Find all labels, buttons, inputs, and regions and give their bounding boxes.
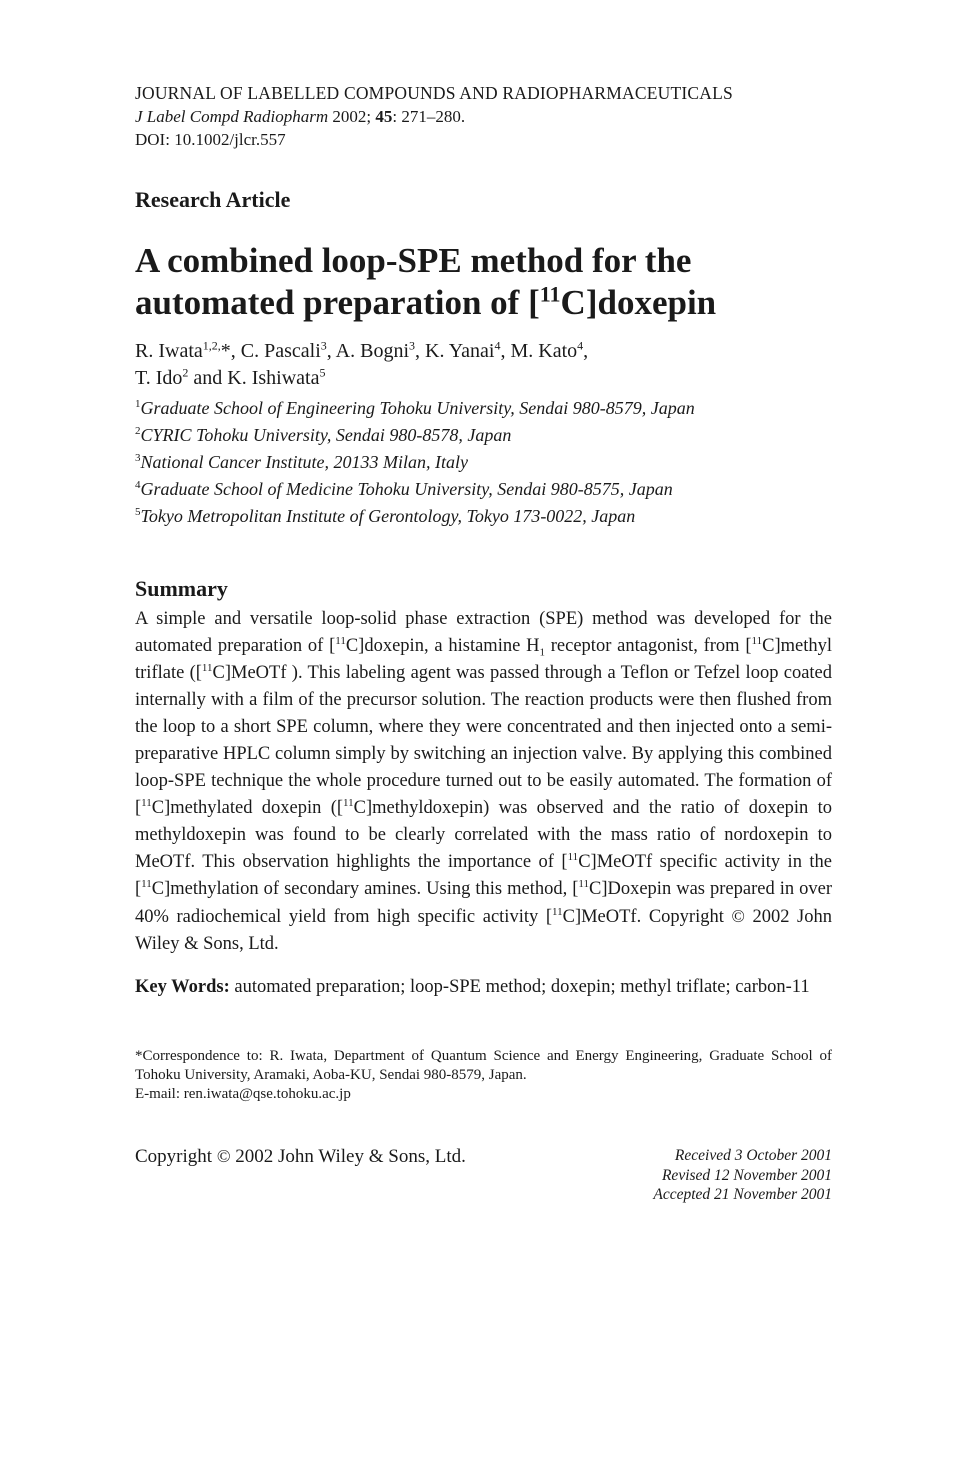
copyright-notice: Copyright © 2002 John Wiley & Sons, Ltd. [135,1146,466,1167]
affiliation-list [135,395,832,530]
correspondence-address: *Correspondence to: R. Iwata, Department of Quantum Science and Energy Engineering, Graduate School of Tohoku University, Aramaki, Aoba-KU, Sendai 980-8579, Japan. [135,1048,832,1083]
journal-name: JOURNAL OF LABELLED COMPOUNDS AND RADIOPHARMACEUTICALS [135,83,733,103]
article-page [135,82,832,1214]
author-line-1: R. Iwata$^{1,2,}$*, C. Pascali$^3$, A. Bogni$^3$, K. Yanai$^4$, M. Kato$^4$, [135,338,589,362]
journal-header [135,82,832,151]
keywords-text: automated preparation; loop-SPE method; doxepin; methyl triflate; carbon-11 [229,977,810,997]
affiliation: $^4$Graduate School of Medicine Tohoku University, Sendai 980-8575, Japan [135,479,673,499]
keywords-label: Key Words: [135,977,230,997]
title-line-1: A combined loop-SPE method for the [135,241,692,280]
citation-pages: : 271–280. [392,107,466,126]
author: K. Yanai [425,340,495,362]
author: C. Pascali [240,340,321,362]
doi: DOI: 10.1002/jlcr.557 [135,130,286,149]
author: M. Kato [510,340,578,362]
summary-body: A simple and versatile loop-solid phase extraction (SPE) method was developed for the automated preparation of [$^{11}$C]doxepin, a histamine $H_1$ receptor antagonist, from [$^{11}$C]methyl triflate ([$^{11}$C]MeOTf ). This labeling agent was passed through a Teflon or Tefzel loop coated internally with a film of the precursor solution. The reaction products were then flushed from the loop to a short SPE column, where they were concentrated and then injected onto a semi-preparative HPLC column simply by switching an injection valve. By applying this combined loop-SPE technique the whole procedure turned out to be easily automated. The formation of [$^{11}$C]methylated doxepin ([$^{11}$C]methyldoxepin) was observed and the ratio of doxepin to methyldoxepin was found to be clearly correlated with the mass ratio of nordoxepin to MeOTf. This observation highlights the importance of [$^{11}$C]MeOTf specific activity in the [$^{11}$C]methylation of secondary amines. Using this method, [$^{11}$C]Doxepin was prepared in over 40% radiochemical yield from high specific activity [$^{11}$C]MeOTf. Copyright © 2002 John Wiley & Sons, Ltd. [135,609,833,954]
author-line-2: T. Ido$^2$ and K. Ishiwata$^5$ [135,365,326,389]
affiliation: $^2$CYRIC Tohoku University, Sendai 980-8578, Japan [135,425,512,445]
article-history [653,1146,832,1205]
affiliation: $^5$Tokyo Metropolitan Institute of Gerontology, Tokyo 173-0022, Japan [135,506,636,526]
author: A. Bogni [335,340,410,362]
article-title [135,240,835,324]
keywords [135,974,832,1001]
author: T. Ido [135,367,183,389]
citation-volume: 45 [375,107,393,126]
article-type: Research Article [135,187,291,212]
author-list [135,338,832,392]
citation-journal: J Label Compd Radiopharm [135,107,329,126]
title-line-2: automated preparation of [$^{11}$C]doxepin [135,281,717,322]
page-footer [135,1144,832,1214]
correspondence-email: E-mail: ren.iwata@qse.tohoku.ac.jp [135,1086,351,1102]
citation [135,105,832,128]
author: K. Ishiwata [227,367,320,389]
affiliation: $^3$National Cancer Institute, 20133 Milan, Italy [135,452,468,472]
accepted-date: Accepted 21 November 2001 [653,1186,832,1203]
copyright-symbol: © [731,906,745,926]
revised-date: Revised 12 November 2001 [661,1166,832,1184]
received-date: Received 3 October 2001 [674,1147,832,1164]
citation-year: 2002; [332,107,372,126]
summary-heading: Summary [135,576,228,601]
correspondence-footnote [135,1047,832,1104]
affiliation: $^1$Graduate School of Engineering Tohoku University, Sendai 980-8579, Japan [135,398,695,418]
copyright-symbol: © [216,1146,231,1166]
author: R. Iwata [135,340,203,362]
